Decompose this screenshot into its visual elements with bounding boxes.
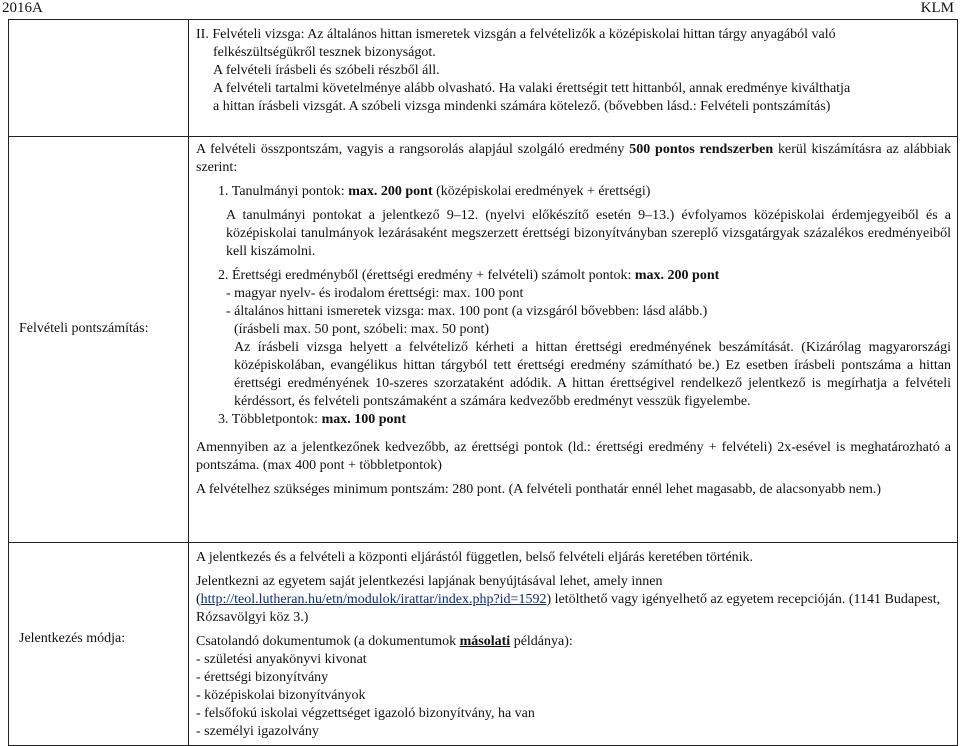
application-label: Jelentkezés módja: [19, 631, 126, 646]
extra-points-title: 3. Többletpontok: max. 100 pont [218, 412, 406, 427]
header-left: 2016A [2, 0, 43, 16]
exam-cell [189, 20, 958, 137]
exam-line-2: felkészültségükről tesznek bizonyságot. [213, 45, 436, 60]
exam-points-line-1: - magyar nyelv- és irodalom érettségi: max. 100 pont [226, 286, 524, 301]
points-row [9, 137, 958, 543]
exam-line-1: II. Felvételi vizsga: Az általános hittan ismeretek vizsgán a felvételizők a középiskolai hittan tárgy anyagából való [196, 27, 836, 42]
application-label-cell [9, 543, 189, 746]
points-cell [189, 137, 958, 543]
application-intro: A jelentkezés és a felvételi a központi eljárástól független, belső felvételi eljárás keretében történik. [196, 550, 754, 565]
document-item-4: - felsőfokú iskolai végzettséget igazoló bizonyítvány, ha van [196, 706, 535, 721]
exam-line-3: A felvételi írásbeli és szóbeli részből áll. [213, 63, 440, 78]
points-label: Felvételi pontszámítás: [19, 321, 149, 336]
application-cell [189, 543, 958, 746]
exam-points-line-3: (írásbeli max. 50 pont, szóbeli: max. 50 pont) [234, 322, 490, 337]
admission-table [8, 19, 958, 746]
exam-points-line-2: - általános hittani ismeretek vizsga: max. 100 pont (a vizsgáról bővebben: lásd alább.) [226, 304, 708, 319]
form-download-link[interactable]: http://teol.lutheran.hu/etn/modulok/irattar/index.php?id=1592 [200, 592, 547, 607]
application-form-note: Jelentkezni az egyetem saját jelentkezési lapjának benyújtásával lehet, amely innen (http://teol.lutheran.hu/etn/modulok/irattar/index.php?id=1592) letölthető vagy igényelhető az egyetem recepcióján. (1141 Budapest, Rózsavölgyi köz 3.) [196, 574, 941, 625]
points-intro: A felvételi összpontszám, vagyis a rangsorolás alapjául szolgáló eredmény 500 pontos rendszerben kerül kiszámításra az alábbiak szerint: [196, 142, 952, 175]
document-item-3: - középiskolai bizonyítványok [196, 688, 366, 703]
document-item-2: - érettségi bizonyítvány [196, 670, 329, 685]
document-item-1: - születési anyakönyvi kivonat [196, 652, 367, 667]
exam-line-4: A felvételi tartalmi követelménye alább olvasható. Ha valaki érettségit tett hittanból, annak eredménye kiválthatja [213, 81, 851, 96]
points-label-cell [9, 137, 189, 543]
empty-label-cell [9, 20, 189, 137]
minimum-points-note: A felvételhez szükséges minimum pontszám: 280 pont. (A felvételi ponthatár ennél lehet magasabb, de alacsonyabb nem.) [196, 482, 882, 497]
header-right: KLM [920, 0, 954, 16]
double-points-note: Amennyiben az a jelentkezőnek kedvezőbb, az érettségi pontok (ld.: érettségi eredmény + felvételi) 2x-esével is meghatározható a pontszáma. (max 400 pont + többletpontok) [196, 440, 951, 473]
study-points-title: 1. Tanulmányi pontok: max. 200 pont (középiskolai eredmények + érettségi) [218, 184, 651, 199]
exam-row [9, 20, 958, 137]
exam-line-5: a hittan írásbeli vizsgát. A szóbeli vizsga mindenki számára kötelező. (bővebben lásd.: Felvételi pontszámítás) [213, 99, 831, 114]
exam-points-desc: Az írásbeli vizsga helyett a felvételiző kérheti a hittan érettségi eredményének beszámítását. (Kizárólag magyarországi középiskolában, evangélikus hittan tárgyból tett érettségi eredmény számítható be.) Ez esetben írásbeli pontszáma a hittan érettségi eredményének 10-szeres szorzataként adódik. A hittan érettségivel rendelkező jelentkező is megírhatja a felvételi kérdéssort, és felvételi pontszámaként a számára kedvezőbb eredményt vesszük figyelembe. [234, 340, 951, 409]
document-item-5: - személyi igazolvány [196, 724, 319, 739]
application-row [9, 543, 958, 746]
exam-points-title: 2. Érettségi eredményből (érettségi eredmény + felvételi) számolt pontok: max. 200 pont [218, 268, 720, 283]
documents-title: Csatolandó dokumentumok (a dokumentumok másolati példánya): [196, 634, 573, 649]
study-points-desc: A tanulmányi pontokat a jelentkező 9–12. (nyelvi előkészítő esetén 9–13.) évfolyamos középiskolai érdemjegyeiből és a középiskolai tanulmányok lezárásaként megszerzett érettségi bizonyítványban szereplő vizsgatárgyak százalékos eredményeiből kell kiszámolni. [226, 208, 951, 259]
